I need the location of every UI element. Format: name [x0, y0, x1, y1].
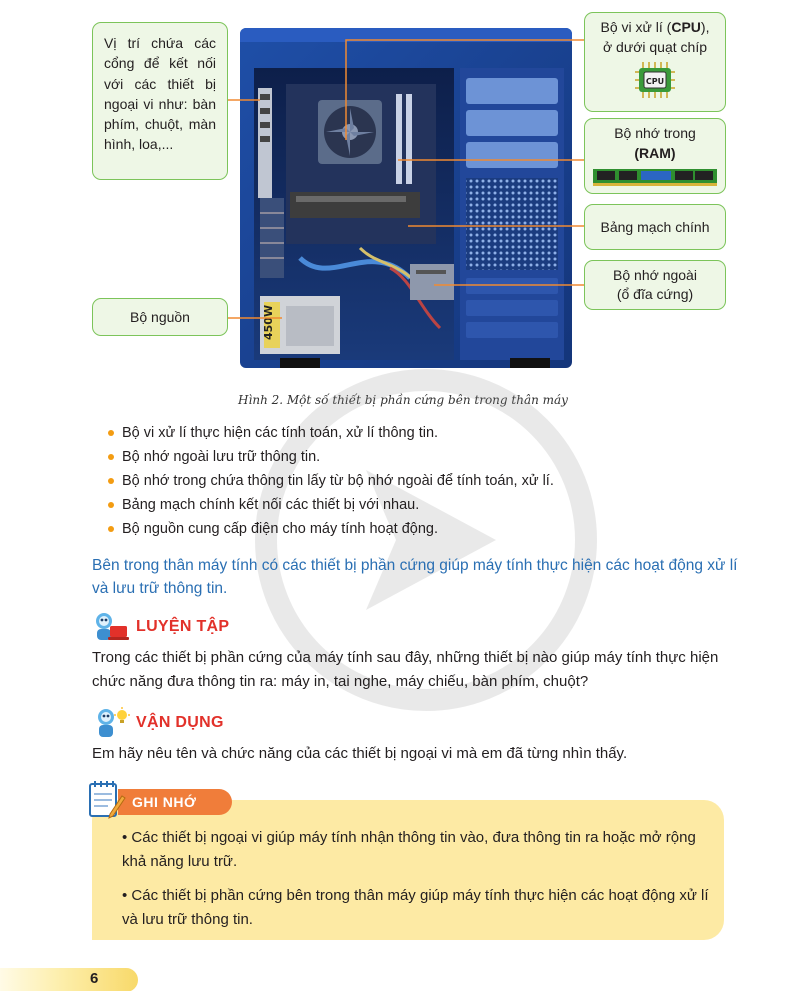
callout-ram [584, 118, 726, 194]
callout-hard-drive [584, 260, 726, 310]
ram-module-icon [593, 167, 717, 187]
computer-case-photo [240, 28, 572, 368]
list-item: • Các thiết bị ngoại vi giúp máy tính nhận thông tin vào, đưa thông tin ra hoặc mở rộng khả năng lưu trữ. [122, 829, 696, 870]
robot-laptop-icon [92, 612, 130, 642]
callout-hard-drive-subtitle: (ổ đĩa cứng) [616, 285, 694, 302]
callout-ports-text: Vị trí chứa các cổng để kết nối với các thiết bị ngoại vi như: bàn phím, chuột, màn hình, loa,... [104, 35, 216, 153]
list-item: Bảng mạch chính kết nối các thiết bị với nhau. [112, 493, 752, 517]
practice-heading [92, 612, 229, 642]
bullet-dot-icon [108, 478, 114, 484]
list-item: Bộ nhớ ngoài lưu trữ thông tin. [112, 445, 752, 469]
callout-motherboard [584, 204, 726, 250]
cpu-chip-icon [633, 60, 677, 100]
figure-caption: Hình 2. Một số thiết bị phần cứng bên trong thân máy [238, 393, 568, 407]
list-item: • Các thiết bị phần cứng bên trong thân máy giúp máy tính thực hiện các hoạt động xử lí và lưu trữ thông tin. [122, 887, 709, 928]
summary-statement: Bên trong thân máy tính có các thiết bị phần cứng giúp máy tính thực hiện các hoạt động xử lí và lưu trữ thông tin. [92, 557, 738, 597]
bullet-dot-icon [108, 454, 114, 460]
callout-cpu-subtitle: ở dưới quạt chíp [602, 39, 707, 56]
practice-question: Trong các thiết bị phần cứng của máy tính sau đây, những thiết bị nào giúp máy tính thực hiện chức năng đưa thông tin ra: máy in, tai nghe, máy chiếu, bàn phím, chuột? [92, 649, 719, 690]
cpu-chip-label: CPU [645, 76, 665, 86]
bullet-dot-icon [108, 430, 114, 436]
callout-ram-title: Bộ nhớ trong [614, 125, 696, 141]
hardware-figure [0, 0, 806, 410]
robot-lightbulb-icon [92, 707, 130, 739]
apply-title: VẬN DỤNG [136, 714, 224, 731]
callout-cpu [584, 12, 726, 112]
callout-power-supply [92, 298, 228, 336]
remember-list [122, 826, 712, 942]
callout-hard-drive-title: Bộ nhớ ngoài [613, 267, 697, 283]
notepad-pencil-icon [86, 778, 126, 822]
callout-cpu-title: Bộ vi xử lí (CPU), [600, 19, 710, 35]
bullet-dot-icon [108, 526, 114, 532]
page-number-tab [0, 968, 138, 991]
remember-tab [118, 789, 232, 815]
bullet-dot-icon [108, 502, 114, 508]
list-item: Bộ nguồn cung cấp điện cho máy tính hoạt động. [112, 517, 752, 541]
hardware-function-list [112, 421, 752, 541]
page-number: 6 [90, 970, 99, 987]
apply-question: Em hãy nêu tên và chức năng của các thiết bị ngoại vi mà em đã từng nhìn thấy. [92, 745, 628, 762]
callout-motherboard-text: Bảng mạch chính [600, 218, 710, 235]
list-item: Bộ vi xử lí thực hiện các tính toán, xử lí thông tin. [112, 421, 752, 445]
remember-title: GHI NHỚ [132, 794, 197, 810]
psu-wattage-label: 450W [262, 304, 275, 340]
practice-title: LUYỆN TẬP [136, 618, 230, 635]
callout-power-supply-text: Bộ nguồn [130, 308, 190, 325]
callout-ram-abbr: (RAM) [634, 145, 676, 162]
list-item: Bộ nhớ trong chứa thông tin lấy từ bộ nhớ ngoài để tính toán, xử lí. [112, 469, 752, 493]
callout-ports [92, 22, 228, 180]
apply-heading [92, 707, 224, 739]
